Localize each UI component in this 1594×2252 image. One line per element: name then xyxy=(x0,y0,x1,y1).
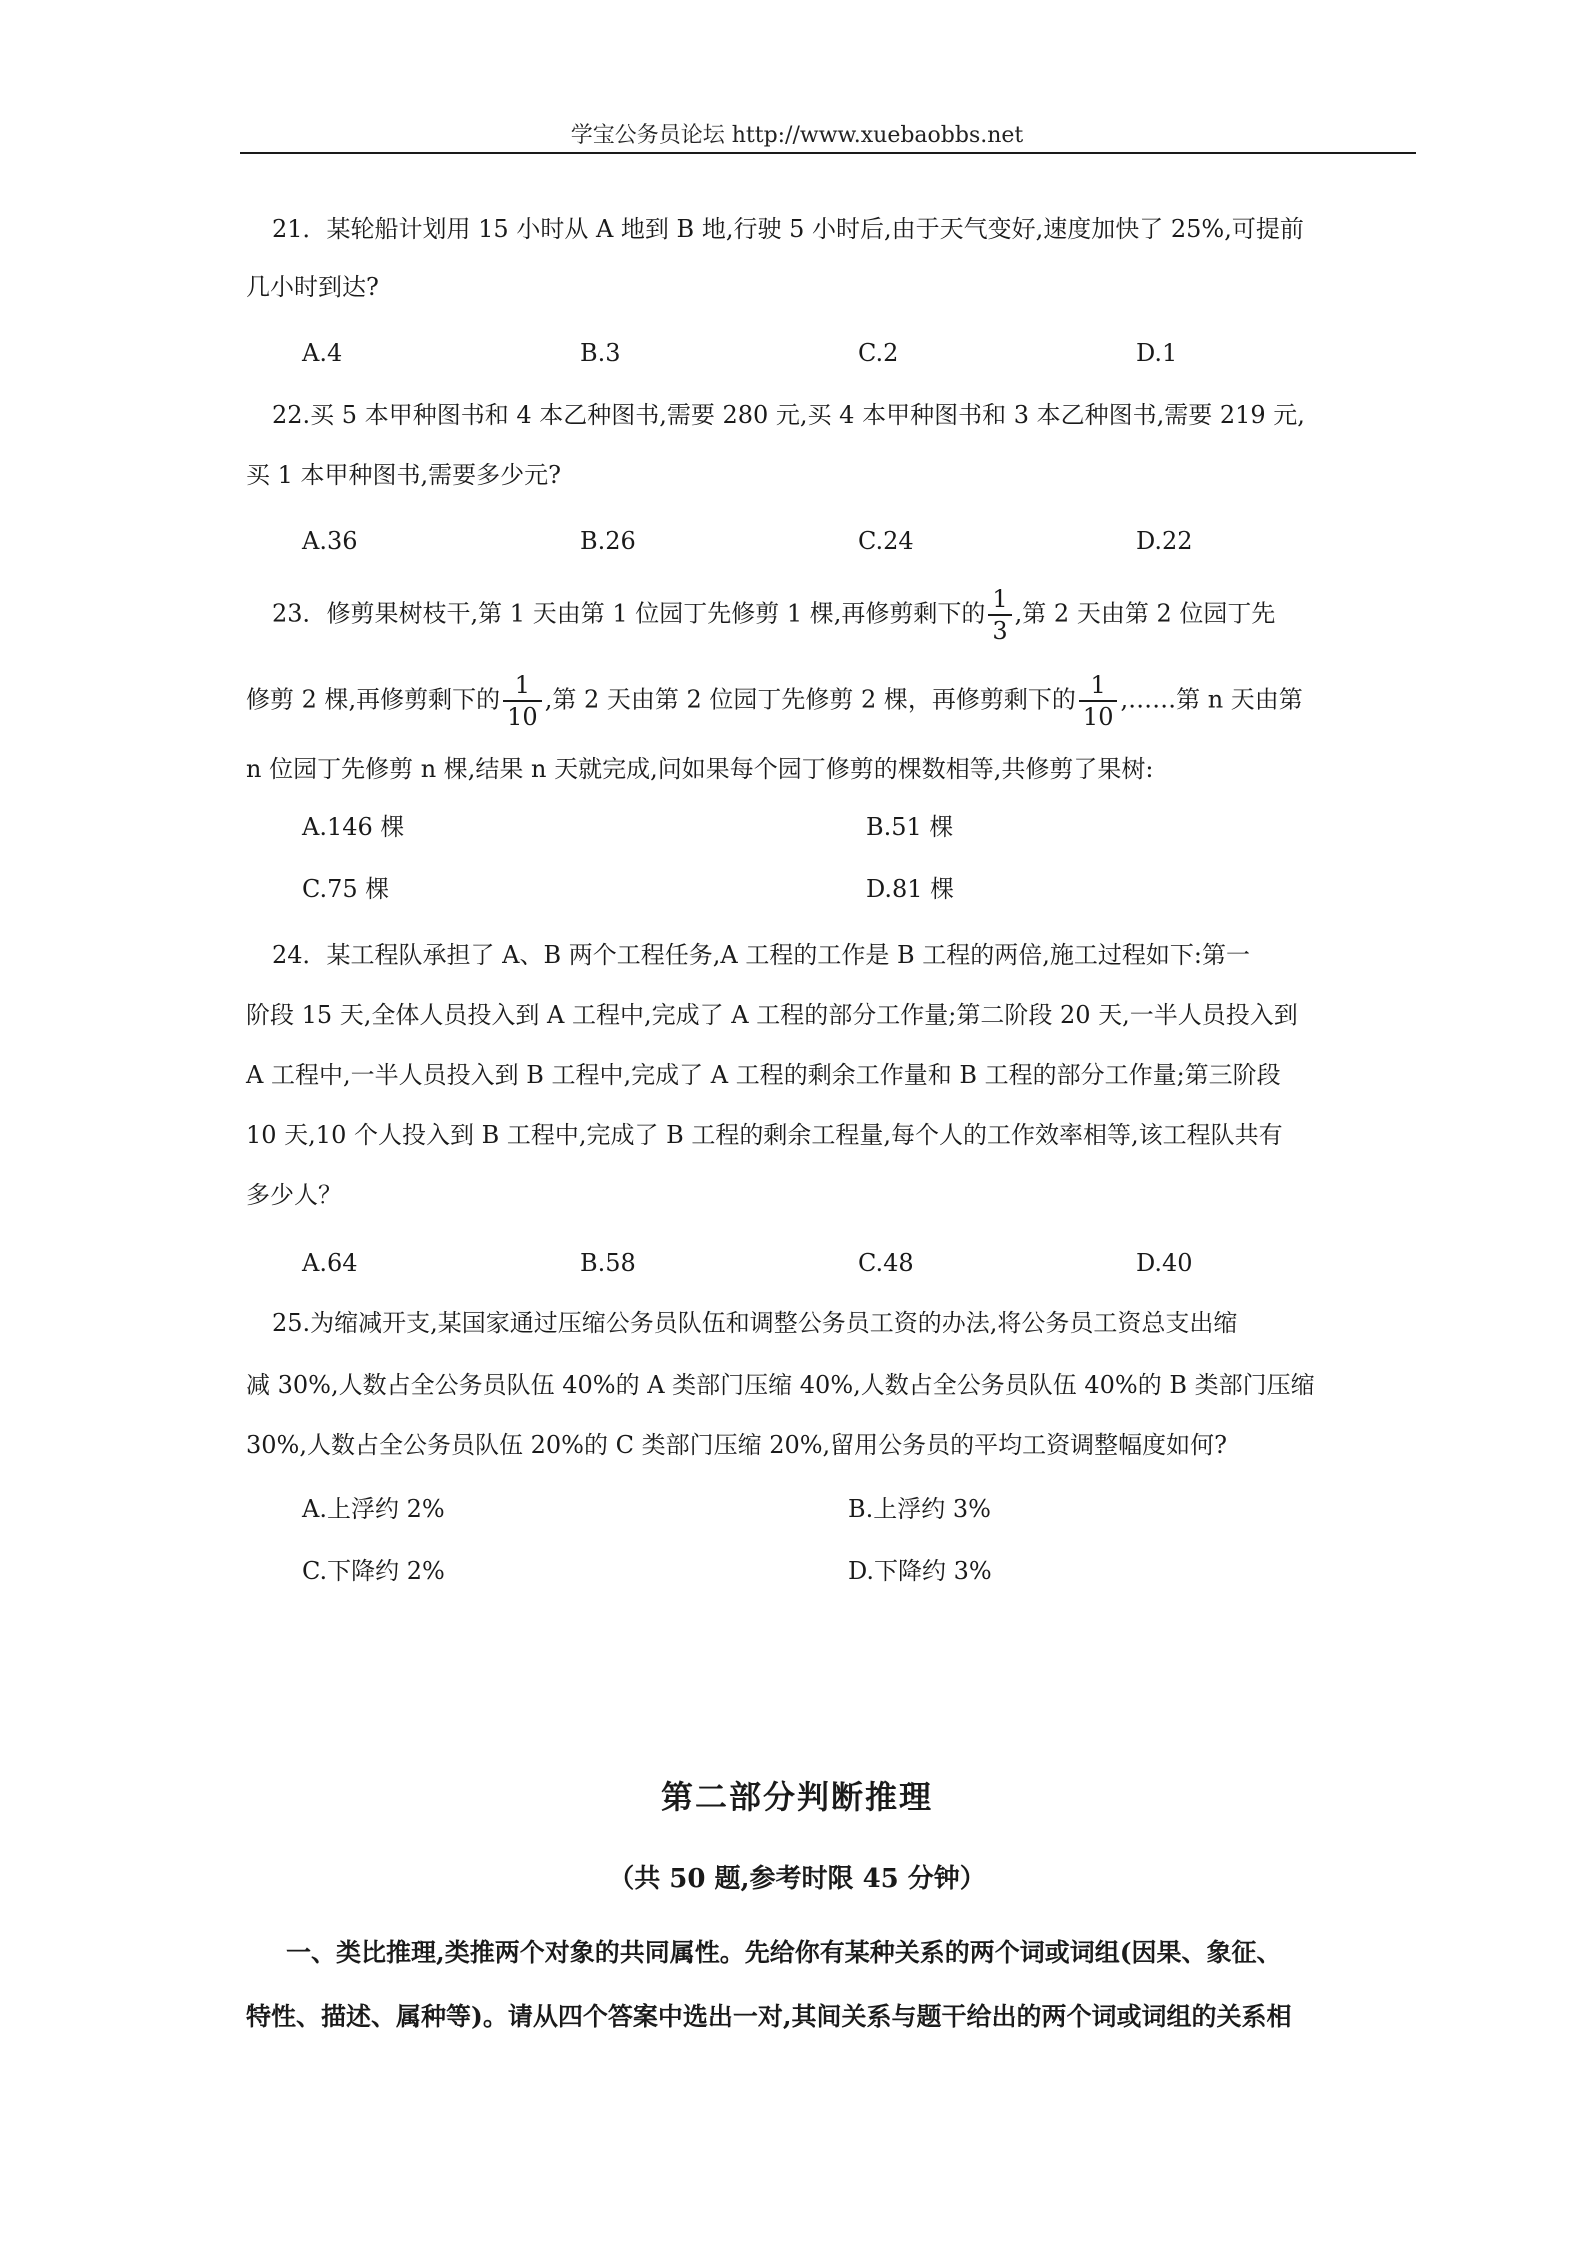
q23-fraction-1 xyxy=(988,584,1011,646)
q23-option-d: D.81 棵 xyxy=(866,875,955,903)
q25-line2: 减 30%,人数占全公务员队伍 40%的 A 类部门压缩 40%,人数占全公务员队伍 40%的 B 类部门压缩 xyxy=(246,1371,1315,1399)
q22-option-b: B.26 xyxy=(580,527,636,555)
q22-line2: 买 1 本甲种图书,需要多少元? xyxy=(246,461,562,489)
q23-line1-text-b: ,第 2 天由第 2 位园丁先 xyxy=(1014,599,1276,628)
q24-option-a: A.64 xyxy=(302,1249,358,1277)
q22-option-a: A.36 xyxy=(302,527,358,555)
q23-fraction-1-denominator: 3 xyxy=(988,614,1011,646)
q23-line2-text-b: ,第 2 天由第 2 位园丁先修剪 2 棵，再修剪剩下的 xyxy=(544,685,1076,714)
q21-option-d: D.1 xyxy=(1136,339,1178,367)
q24-line2: 阶段 15 天,全体人员投入到 A 工程中,完成了 A 工程的部分工作量;第二阶段 20 天,一半人员投入到 xyxy=(246,1001,1298,1029)
q23-option-a: A.146 棵 xyxy=(302,813,405,841)
q23-line1 xyxy=(272,584,1275,646)
q24-line1: 24．某工程队承担了 A、B 两个工程任务,A 工程的工作是 B 工程的两倍,施工过程如下:第一 xyxy=(272,941,1250,969)
q21-option-a: A.4 xyxy=(302,339,343,367)
q21-line2: 几小时到达? xyxy=(246,273,379,301)
q23-line2-text-a: 修剪 2 棵,再修剪剩下的 xyxy=(246,685,501,714)
q23-fraction-3-numerator: 1 xyxy=(1090,671,1106,699)
q23-fraction-1-numerator: 1 xyxy=(992,585,1008,613)
q24-line3: A 工程中,一半人员投入到 B 工程中,完成了 A 工程的剩余工作量和 B 工程的部分工作量;第三阶段 xyxy=(246,1061,1281,1089)
q23-option-b: B.51 棵 xyxy=(866,813,954,841)
section-intro-line2: 特性、描述、属种等)。请从四个答案中选出一对,其间关系与题干给出的两个词或词组的关系相 xyxy=(246,2002,1292,2031)
q25-option-c: C.下降约 2% xyxy=(302,1557,445,1585)
section-title: 第二部分判断推理 xyxy=(660,1778,933,1816)
q24-line4: 10 天,10 个人投入到 B 工程中,完成了 B 工程的剩余工程量,每个人的工作效率相等,该工程队共有 xyxy=(246,1121,1283,1149)
q24-line5: 多少人？ xyxy=(246,1181,342,1209)
section-intro-line1: 一、类比推理,类推两个对象的共同属性。先给你有某种关系的两个词或词组(因果、象征、 xyxy=(286,1938,1282,1967)
q23-line2 xyxy=(246,670,1303,732)
q22-option-c: C.24 xyxy=(858,527,914,555)
section-subtitle: （共 50 题,参考时限 45 分钟） xyxy=(608,1864,986,1894)
q24-option-b: B.58 xyxy=(580,1249,636,1277)
q23-fraction-2-numerator: 1 xyxy=(514,671,531,699)
q23-line1-text-a: 23．修剪果树枝干,第 1 天由第 1 位园丁先修剪 1 棵,再修剪剩下的 xyxy=(272,599,986,628)
q21-line1: 21．某轮船计划用 15 小时从 A 地到 B 地,行驶 5 小时后,由于天气变好,速度加快了 25%,可提前 xyxy=(272,215,1304,243)
q23-line3: n 位园丁先修剪 n 棵,结果 n 天就完成,问如果每个园丁修剪的棵数相等,共修剪了果树: xyxy=(246,755,1154,783)
q23-line2-text-c: ,……第 n 天由第 xyxy=(1120,685,1303,714)
q25-line1: 25.为缩减开支,某国家通过压缩公务员队伍和调整公务员工资的办法,将公务员工资总支出缩 xyxy=(272,1309,1238,1337)
q23-fraction-2 xyxy=(503,670,542,732)
q24-option-c: C.48 xyxy=(858,1249,914,1277)
q22-option-d: D.22 xyxy=(1136,527,1193,555)
q24-option-d: D.40 xyxy=(1136,1249,1193,1277)
q23-fraction-3 xyxy=(1079,670,1118,732)
q23-fraction-2-denominator: 10 xyxy=(503,700,542,732)
q25-option-b: B.上浮约 3% xyxy=(848,1495,991,1523)
header-rule xyxy=(240,152,1416,154)
q25-option-d: D.下降约 3% xyxy=(848,1557,992,1585)
q25-line3: 30%,人数占全公务员队伍 20%的 C 类部门压缩 20%,留用公务员的平均工资调整幅度如何? xyxy=(246,1431,1228,1459)
q23-option-c: C.75 棵 xyxy=(302,875,390,903)
q25-option-a: A.上浮约 2% xyxy=(302,1495,445,1523)
q22-line1: 22.买 5 本甲种图书和 4 本乙种图书,需要 280 元,买 4 本甲种图书和 3 本乙种图书,需要 219 元, xyxy=(272,401,1305,429)
page-header: 学宝公务员论坛 http://www.xuebaobbs.net xyxy=(570,123,1024,148)
q21-option-b: B.3 xyxy=(580,339,621,367)
q21-option-c: C.2 xyxy=(858,339,899,367)
q23-fraction-3-denominator: 10 xyxy=(1079,700,1118,732)
